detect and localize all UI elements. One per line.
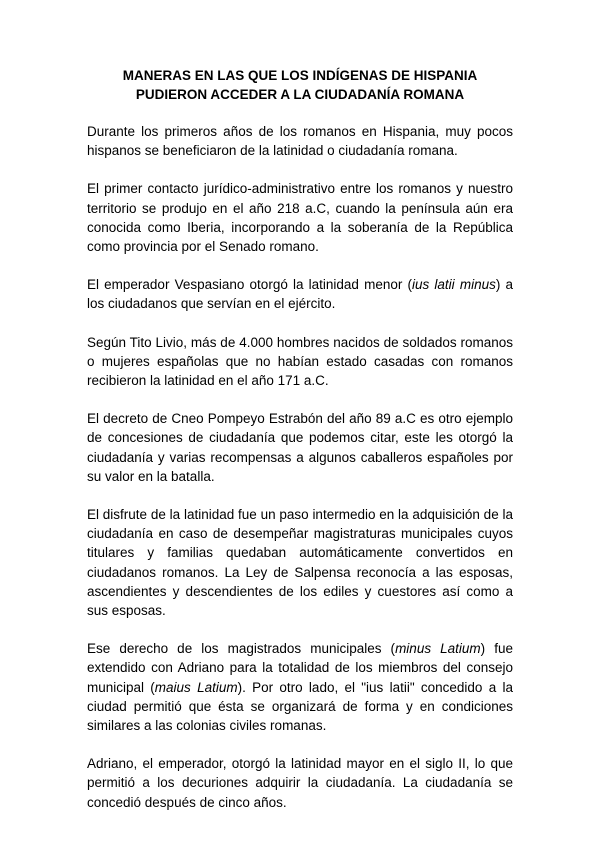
paragraph-1: Durante los primeros años de los romanos en Hispania, muy pocos hispanos se beneficiaron de la latinidad o ciudadanía romana. [87,124,513,159]
paragraph-7-italic-term-2: maius Latium [154,679,238,695]
paragraph-3-text-after: ) a los ciudadanos que servían en el ejército. [87,277,513,312]
document-page [87,66,513,831]
paragraph-7-text-part-3: ). Por otro lado, el "ius latii" concedido a la ciudad permitió que ésta se organizará de forma y en condiciones similares a las colonias civiles romanas. [87,679,513,734]
paragraph-5: El decreto de Cneo Pompeyo Estrabón del año 89 a.C es otro ejemplo de concesiones de ciudadanía que podemos citar, este les otorgó la ciudadanía y varias recompensas a algunos caballeros españoles por su valor en la batalla. [87,411,513,484]
paragraph-7-text-part-1: Ese derecho de los magistrados municipales ( [87,641,396,657]
paragraph-3-italic-term: ius latii minus [412,277,496,293]
paragraph-8: Adriano, el emperador, otorgó la latinidad mayor en el siglo II, lo que permitió a los decuriones adquirir la ciudadanía. La ciudadanía se concedió después de cinco años. [87,756,513,810]
paragraph-7-italic-term-1: minus Latium [395,641,481,657]
paragraph-6: El disfrute de la latinidad fue un paso intermedio en la adquisición de la ciudadanía en caso de desempeñar magistraturas municipales cuyos titulares y familias quedaban automáticamente convertidos en ciudadanos romanos. La Ley de Salpensa reconocía a las esposas, ascendientes y descendientes de los ediles y cuestores así como a sus esposas. [87,507,513,619]
paragraph-3 [87,275,513,313]
paragraph-4: Según Tito Livio, más de 4.000 hombres nacidos de soldados romanos o mujeres españolas que no habían estado casadas con romanos recibieron la latinidad en el año 171 a.C. [87,334,513,389]
paragraph-7 [87,639,513,735]
paragraph-7-text-part-2: ) fue extendido con Adriano para la totalidad de los miembros del consejo municipal ( [87,641,514,695]
paragraph-3-text-before: El emperador Vespasiano otorgó la latinidad menor ( [87,277,412,293]
document-title: MANERAS EN LAS QUE LOS INDÍGENAS DE HISPANIA PUDIERON ACCEDER A LA CIUDADANÍA ROMANA [122,68,478,102]
paragraph-2: El primer contacto jurídico-administrativo entre los romanos y nuestro territorio se produjo en el año 218 a.C, cuando la península aún era conocida como Iberia, incorporando a la soberanía de la República como provincia por el Senado romano. [87,181,513,255]
